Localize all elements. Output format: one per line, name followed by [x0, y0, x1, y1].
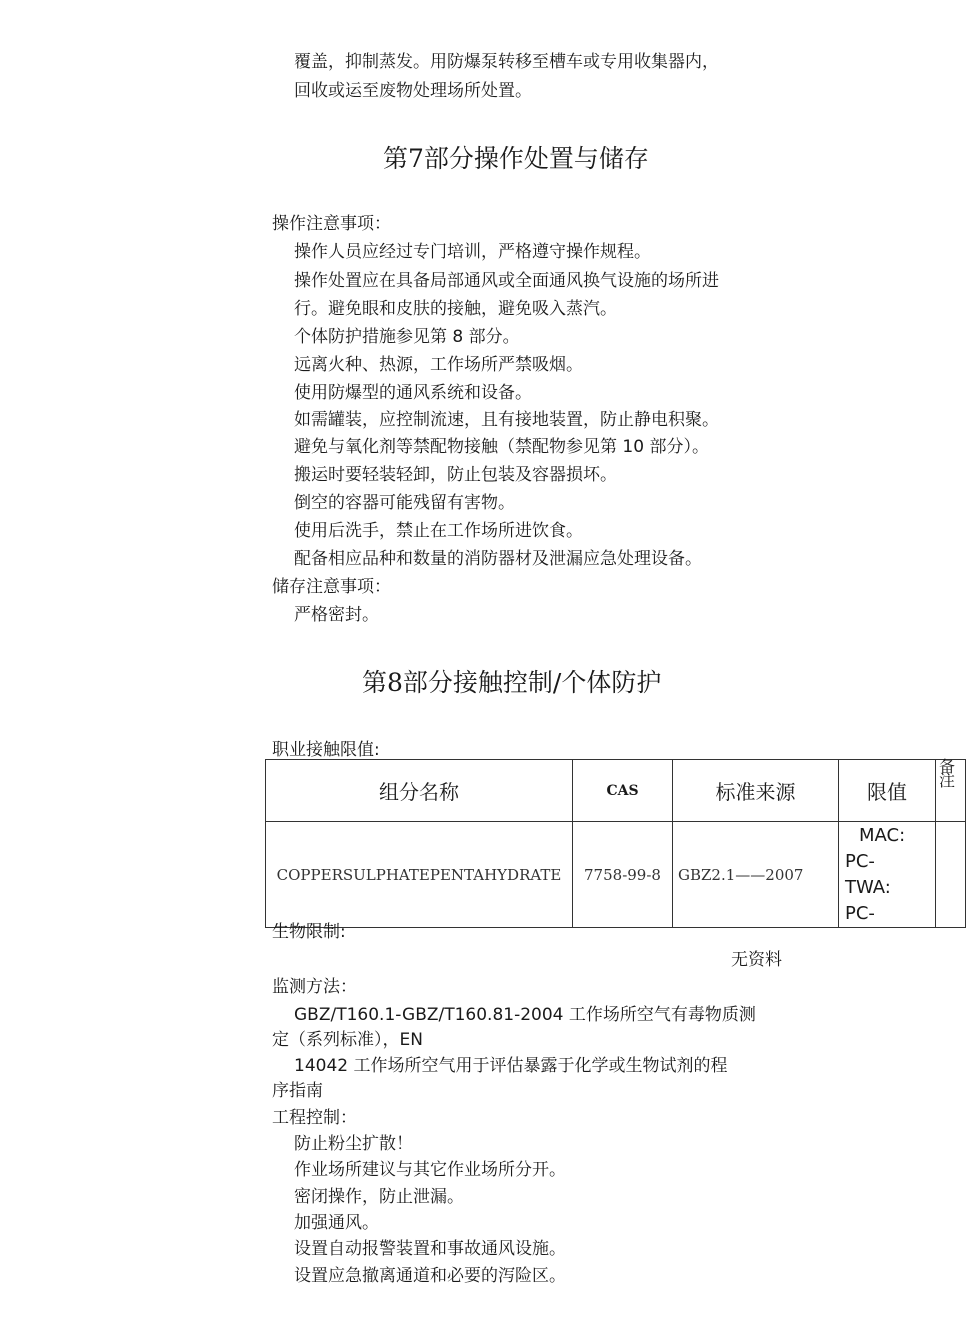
engineering-item: 加强通风。 [294, 1213, 379, 1233]
engineering-item: 防止粉尘扩散！ [294, 1134, 413, 1154]
handling-item: 个体防护措施参见第 8 部分。 [294, 327, 520, 347]
engineering-item: 密闭操作，防止泄漏。 [294, 1187, 464, 1207]
exposure-limits-table [265, 759, 966, 928]
handling-item: 配备相应品种和数量的消防器材及泄漏应急处理设备。 [294, 549, 702, 569]
section-8-heading: 第8部分接触控制/个体防护 [362, 668, 662, 697]
engineering-item: 设置应急撤离通道和必要的泻险区。 [294, 1266, 566, 1286]
header-cas: CAS [573, 760, 673, 822]
table-header-row [266, 760, 966, 822]
handling-item: 操作人员应经过专门培训，严格遵守操作规程。 [294, 242, 651, 262]
bio-value: 无资料 [731, 950, 782, 970]
monitor-line: 14042 工作场所空气用于评估暴露于化学或生物试剂的程 [294, 1056, 728, 1076]
header-component-name: 组分名称 [266, 760, 573, 822]
oel-label: 职业接触限值: [272, 740, 380, 760]
handling-item: 如需罐装，应控制流速，且有接地装置，防止静电积聚。 [294, 410, 719, 430]
monitor-label: 监测方法： [272, 977, 357, 997]
paragraph-line: 回收或运至废物处理场所处置。 [294, 81, 532, 101]
table-row [266, 822, 966, 928]
handling-item: 远离火种、热源，工作场所严禁吸烟。 [294, 355, 583, 375]
handling-item: 使用防爆型的通风系统和设备。 [294, 383, 532, 403]
header-standard-source: 标准来源 [673, 760, 839, 822]
monitor-line: GBZ/T160.1-GBZ/T160.81-2004 工作场所空气有毒物质测 [294, 1005, 756, 1025]
handling-item: 倒空的容器可能残留有害物。 [294, 493, 515, 513]
engineering-item: 作业场所建议与其它作业场所分开。 [294, 1160, 566, 1180]
paragraph-line: 覆盖，抑制蒸发。用防爆泵转移至槽车或专用收集器内， [294, 52, 719, 72]
storage-item: 严格密封。 [294, 605, 379, 625]
cell-limit [839, 822, 936, 928]
handling-label: 操作注意事项： [272, 214, 391, 234]
bio-label: 生物限制: [272, 922, 346, 942]
cell-cas: 7758-99-8 [573, 822, 673, 928]
section-7-heading: 第7部分操作处置与储存 [383, 144, 649, 173]
handling-item: 操作处置应在具备局部通风或全面通风换气设施的场所进 [294, 271, 719, 291]
limit-line: PC- [845, 903, 875, 924]
storage-label: 储存注意事项： [272, 577, 391, 597]
limit-line: PC- [845, 851, 875, 872]
limit-line: TWA: [845, 877, 891, 898]
limit-line: MAC: [859, 825, 906, 846]
handling-item: 行。避免眼和皮肤的接触，避免吸入蒸汽。 [294, 299, 617, 319]
cell-remarks [936, 822, 966, 928]
monitor-line: 序指南 [272, 1081, 323, 1101]
header-limit: 限值 [839, 760, 936, 822]
engineering-item: 设置自动报警装置和事故通风设施。 [294, 1239, 566, 1259]
monitor-line: 定（系列标准），EN [272, 1030, 423, 1050]
handling-item: 避免与氧化剂等禁配物接触（禁配物参见第 10 部分）。 [294, 437, 709, 457]
cell-component-name: COPPERSULPHATEPENTAHYDRATE [266, 822, 573, 928]
header-remarks: 备注 [936, 760, 966, 822]
handling-item: 搬运时要轻装轻卸，防止包装及容器损坏。 [294, 465, 617, 485]
cell-standard-source: GBZ2.1——2007 [673, 822, 839, 928]
handling-item: 使用后洗手，禁止在工作场所进饮食。 [294, 521, 583, 541]
engineering-label: 工程控制： [272, 1108, 357, 1128]
